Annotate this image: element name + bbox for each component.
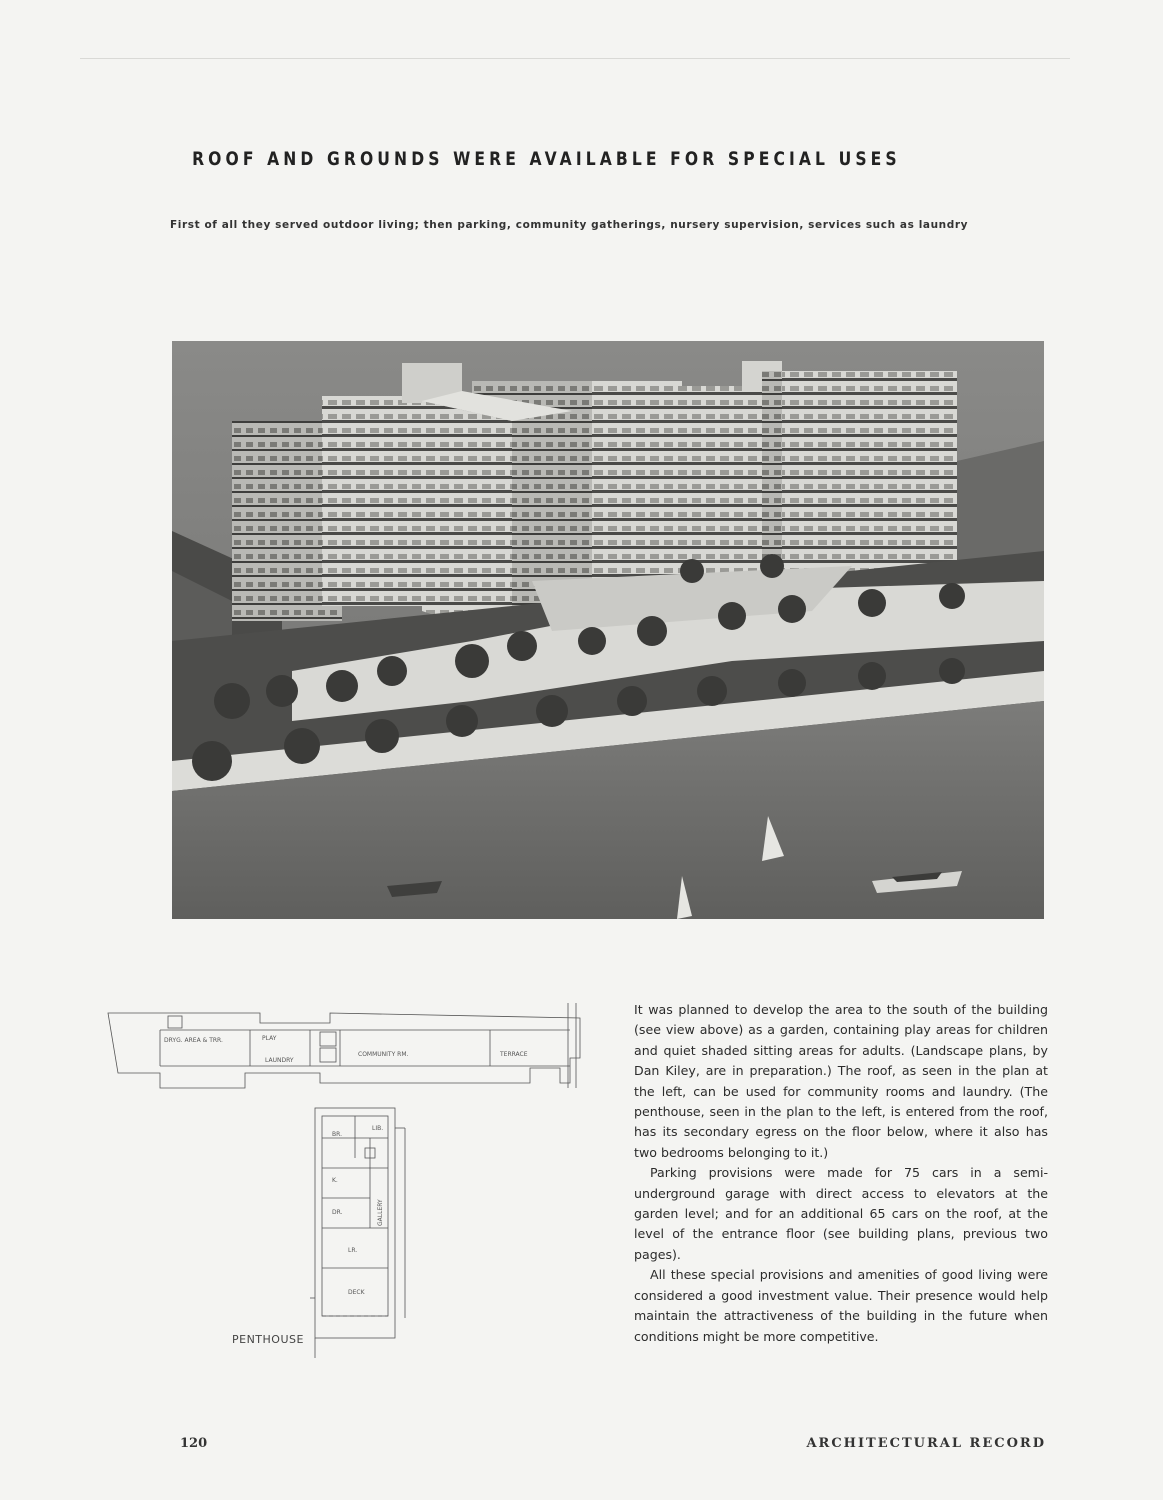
body-paragraph-3: All these special provisions and amenities of good living were considered a good investment value. Their presence would help maintain the attractiveness of the building in the future when conditions might be more competitive. xyxy=(634,1267,1048,1344)
magazine-name: ARCHITECTURAL RECORD xyxy=(806,1436,1046,1451)
plan-label-k: K. xyxy=(332,1177,338,1184)
plan-label-terrace: TERRACE xyxy=(500,1051,528,1058)
plan-label-drying-area: DRYG. AREA & TRR. xyxy=(164,1037,223,1044)
penthouse-caption: PENTHOUSE xyxy=(232,1333,304,1346)
roof-plan-drawing xyxy=(100,998,590,1368)
plan-label-dr: DR. xyxy=(332,1209,343,1216)
plan-label-gallery: GALLERY xyxy=(377,1199,384,1226)
plan-label-lr: LR. xyxy=(348,1247,358,1254)
top-rule xyxy=(80,58,1070,59)
body-text xyxy=(634,1000,1048,1347)
body-paragraph-1: It was planned to develop the area to the south of the building (see view above) as a garden, containing play areas for children and quiet shaded sitting areas for adults. (Landscape plans, by Dan Kiley, are in preparation.) The roof, as seen in the plan at the left, can be used for community rooms and laundry. (The penthouse, seen in the plan to the left, is entered from the roof, has its secondary egress on the floor below, where it also has two bedrooms belonging to it.) xyxy=(634,1002,1048,1160)
page-title: ROOF AND GROUNDS WERE AVAILABLE FOR SPECIAL USES xyxy=(192,148,901,170)
plan-label-br: BR. xyxy=(332,1131,342,1138)
plan-label-deck: DECK xyxy=(348,1289,365,1296)
page-subtitle: First of all they served outdoor living; then parking, community gatherings, nursery supervision, services such as laundry xyxy=(170,219,969,231)
model-photograph xyxy=(172,341,1044,919)
plan-label-laundry: LAUNDRY xyxy=(265,1057,294,1064)
plan-label-lib: LIB. xyxy=(372,1125,384,1132)
plan-label-play: PLAY xyxy=(262,1035,277,1042)
plan-label-community-room: COMMUNITY RM. xyxy=(358,1051,409,1058)
body-paragraph-2: Parking provisions were made for 75 cars in a semi-underground garage with direct access to elevators at the garden level; and for an additional 65 cars on the roof, at the level of the entrance floor (see building plans, previous two pages). xyxy=(634,1165,1048,1262)
page-number: 120 xyxy=(180,1436,208,1451)
